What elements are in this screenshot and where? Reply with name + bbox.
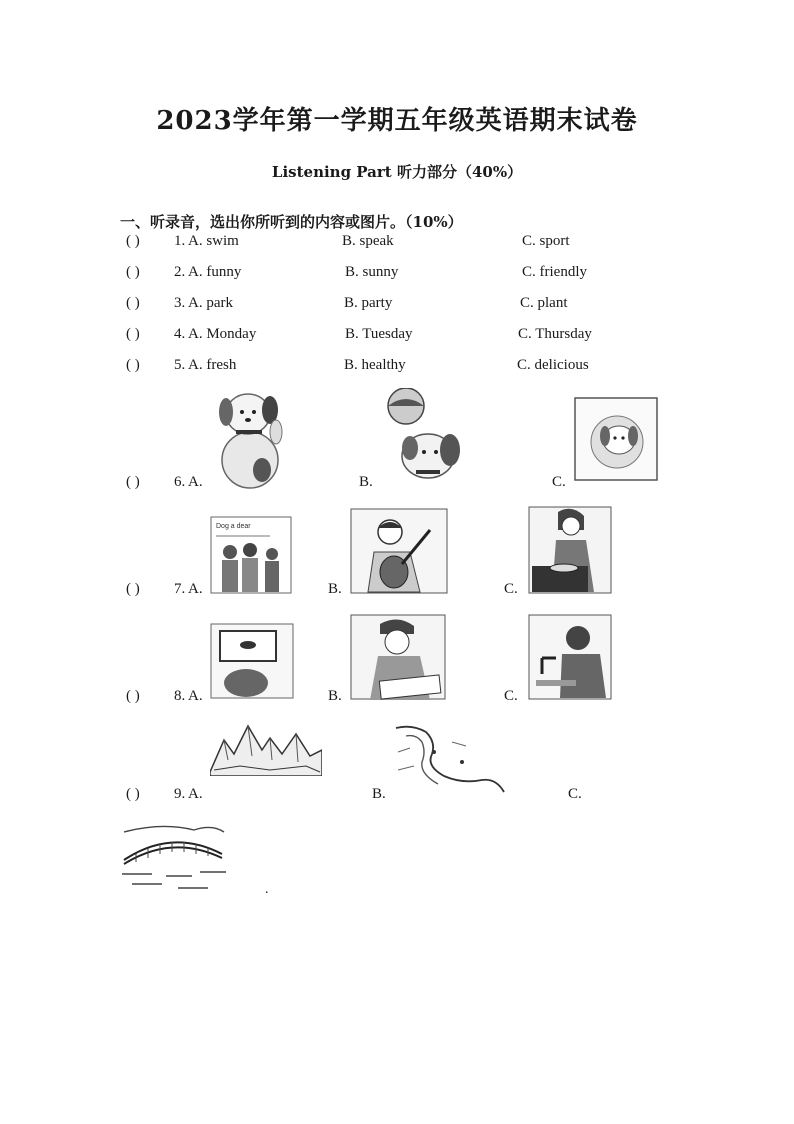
- question-number: 9.: [174, 786, 186, 802]
- dog-and-ball-picture: [380, 388, 464, 486]
- option-b: B. sunny: [345, 264, 399, 280]
- answer-bracket[interactable]: ( ): [126, 786, 140, 802]
- dog-in-frame-picture: [573, 390, 661, 482]
- option-b: B. Tuesday: [345, 326, 413, 342]
- option-c-label: C.: [568, 786, 582, 802]
- question-number: 1.: [174, 233, 186, 249]
- option-c: C. sport: [522, 233, 570, 249]
- question-number: 2.: [174, 264, 186, 280]
- computer-user-picture: [210, 623, 294, 699]
- question-number: 5.: [174, 357, 186, 373]
- question-number: 6.: [174, 474, 186, 490]
- question-3: [126, 295, 686, 315]
- option-a: A. funny: [188, 264, 242, 280]
- option-a-label: A.: [188, 688, 203, 704]
- section-1-heading: 一、听录音，选出你所听到的内容或图片。（10%）: [120, 213, 463, 231]
- option-a-label: A.: [188, 786, 203, 802]
- option-c-label: C.: [504, 581, 518, 597]
- option-c: C. plant: [520, 295, 568, 311]
- question-2: [126, 264, 686, 284]
- question-number: 8.: [174, 688, 186, 704]
- option-c: C. Thursday: [518, 326, 592, 342]
- option-b-label: B.: [372, 786, 386, 802]
- option-c-label: C.: [552, 474, 566, 490]
- mountains-picture: [210, 720, 322, 776]
- option-b: B. healthy: [344, 357, 406, 373]
- question-5: [126, 357, 686, 377]
- answer-bracket[interactable]: ( ): [126, 688, 140, 704]
- question-4: [126, 326, 686, 346]
- option-a: A. swim: [188, 233, 239, 249]
- option-c: C. delicious: [517, 357, 589, 373]
- option-b-label: B.: [328, 688, 342, 704]
- boy-playing-guitar-picture: [350, 508, 448, 594]
- option-a-label: A.: [188, 581, 203, 597]
- person-washing-hands-picture: [528, 614, 612, 700]
- dog-sitting-picture: [212, 388, 288, 490]
- option-a-label: A.: [188, 474, 203, 490]
- option-a: A. park: [188, 295, 233, 311]
- stray-dot: .: [265, 882, 269, 897]
- option-b: B. speak: [342, 233, 394, 249]
- question-number: 4.: [174, 326, 186, 342]
- question-number: 3.: [174, 295, 186, 311]
- option-b-label: B.: [328, 581, 342, 597]
- question-number: 7.: [174, 581, 186, 597]
- bridge-picture: [122, 822, 226, 892]
- answer-bracket[interactable]: ( ): [126, 474, 140, 490]
- answer-bracket[interactable]: ( ): [126, 357, 140, 373]
- boy-writing-picture: [350, 614, 446, 700]
- answer-bracket[interactable]: ( ): [126, 295, 140, 311]
- answer-bracket[interactable]: ( ): [126, 233, 140, 249]
- answer-bracket[interactable]: ( ): [126, 264, 140, 280]
- poster-text: Dog a dear: [216, 523, 251, 530]
- option-c-label: C.: [504, 688, 518, 704]
- part-title: Listening Part 听力部分（40%）: [271, 163, 523, 181]
- children-singing-picture: [210, 516, 292, 594]
- exam-title: 2023学年第一学期五年级英语期末试卷: [156, 106, 638, 136]
- option-b-label: B.: [359, 474, 373, 490]
- option-a: A. fresh: [188, 357, 237, 373]
- option-a: A. Monday: [188, 326, 257, 342]
- answer-bracket[interactable]: ( ): [126, 326, 140, 342]
- option-b: B. party: [344, 295, 393, 311]
- option-c: C. friendly: [522, 264, 587, 280]
- girl-cooking-picture: [528, 506, 612, 594]
- question-1: [126, 233, 686, 253]
- river-map-picture: [392, 722, 506, 796]
- answer-bracket[interactable]: ( ): [126, 581, 140, 597]
